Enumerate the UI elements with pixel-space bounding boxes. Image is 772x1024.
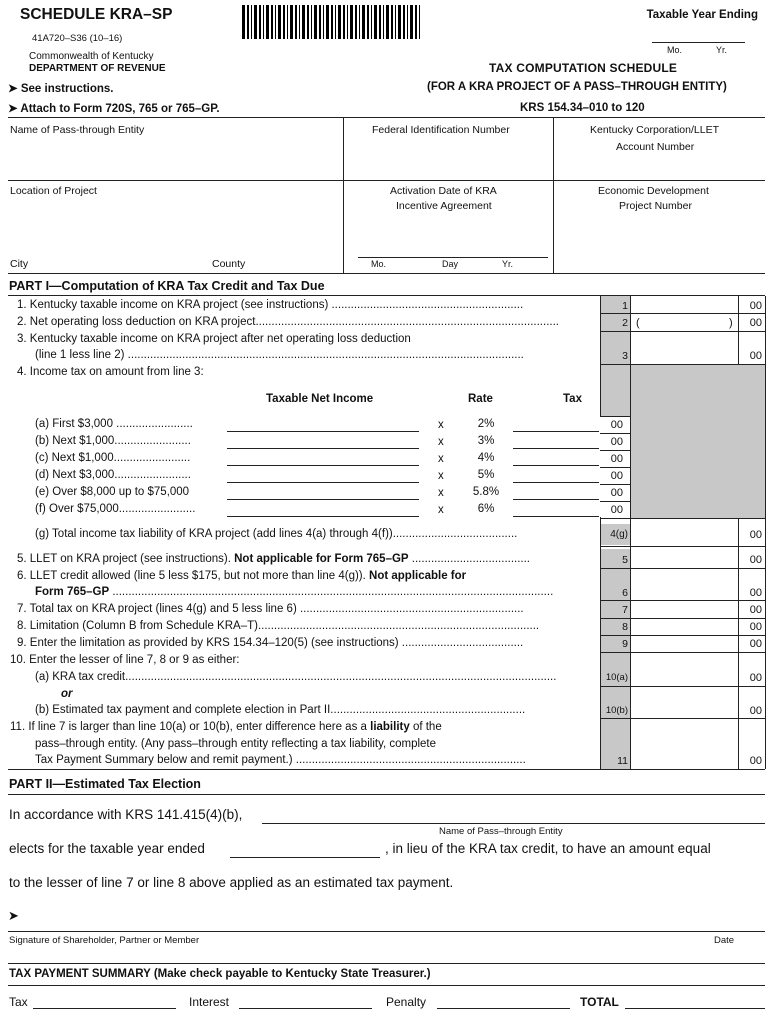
- divider: [600, 501, 630, 502]
- year-ended-line[interactable]: [230, 857, 380, 858]
- yr-label: Yr.: [502, 259, 514, 269]
- title-line3: KRS 154.34–010 to 120: [520, 102, 645, 114]
- part2-title: PART II—Estimated Tax Election: [9, 777, 201, 791]
- fein-label: Federal Identification Number: [372, 124, 510, 136]
- commonwealth-text: Commonwealth of Kentucky: [29, 51, 154, 62]
- line10-or: or: [61, 688, 73, 700]
- box-number: 2: [622, 317, 628, 329]
- elects-text: elects for the taxable year ended: [9, 841, 205, 856]
- bracket-label: (d) Next $3,000........................: [35, 469, 191, 481]
- divider: [343, 118, 344, 273]
- col-taxable-net-income: Taxable Net Income: [266, 393, 374, 405]
- econ-label-1: Economic Development: [598, 185, 709, 197]
- city-label: City: [10, 258, 29, 270]
- divider: [600, 718, 765, 719]
- cents-value: 00: [749, 705, 762, 717]
- line7-text: 7. Total tax on KRA project (lines 4(g) and 5 less line 6) ......................................................................: [17, 603, 524, 615]
- paren-open: (: [636, 317, 640, 329]
- divider: [600, 364, 765, 365]
- barcode-icon: [242, 5, 424, 39]
- bracket-tax-input[interactable]: [513, 431, 599, 432]
- yr-label: Yr.: [716, 45, 728, 55]
- bracket-label: (a) First $3,000 ........................: [35, 418, 193, 430]
- rate-value: 4%: [477, 452, 495, 464]
- lieu-text: , in lieu of the KRA tax credit, to have an amount equal: [385, 841, 711, 856]
- rate-value: 6%: [477, 503, 495, 515]
- activation-label-1: Activation Date of KRA: [390, 185, 497, 197]
- box-number: 6: [622, 587, 628, 599]
- gray-block-line4: [630, 364, 765, 518]
- times-sign: x: [438, 419, 444, 431]
- rate-value: 3%: [477, 435, 495, 447]
- box-number: 9: [622, 638, 628, 650]
- bracket-label: (c) Next $1,000........................: [35, 452, 191, 464]
- cents-value: 00: [749, 604, 762, 616]
- line11-text-bold: liability: [370, 721, 410, 733]
- title-line1: TAX COMPUTATION SCHEDULE: [489, 61, 678, 75]
- part1-title: PART I—Computation of KRA Tax Credit and Tax Due: [9, 279, 325, 293]
- line6-text-bold2: Form 765–GP: [35, 586, 110, 598]
- box-number: 7: [622, 604, 628, 616]
- line11-text-c: of the: [409, 721, 442, 733]
- cents-value: 00: [749, 300, 762, 312]
- taxable-income-input[interactable]: [227, 499, 419, 500]
- total-input-line[interactable]: [625, 1008, 765, 1009]
- cents-value: 00: [749, 672, 762, 684]
- divider: [8, 117, 765, 118]
- cents-value: 00: [749, 621, 762, 633]
- taxable-income-input[interactable]: [227, 431, 419, 432]
- line5-text-a: 5. LLET on KRA project (see instructions).: [17, 553, 235, 565]
- penalty-input-line[interactable]: [437, 1008, 570, 1009]
- entity-name-caption: Name of Pass–through Entity: [439, 826, 563, 837]
- line11-text-a: 11. If line 7 is larger than line 10(a) or 10(b), enter difference here as a: [10, 721, 371, 733]
- taxable-income-input[interactable]: [227, 482, 419, 483]
- divider: [8, 180, 765, 181]
- line2-amount-input[interactable]: [640, 314, 728, 330]
- cents-value: 00: [610, 436, 623, 448]
- col-tax: Tax: [563, 393, 582, 405]
- box-number: 5: [622, 554, 628, 566]
- line5-text: [17, 553, 597, 565]
- accordance-text: In accordance with KRS 141.415(4)(b),: [9, 807, 243, 822]
- total-label: TOTAL: [580, 995, 619, 1009]
- taxable-year-ending-label: Taxable Year Ending: [646, 9, 758, 21]
- times-sign: x: [438, 487, 444, 499]
- penalty-label: Penalty: [386, 995, 427, 1009]
- cents-value: 00: [749, 317, 762, 329]
- signature-caption: Signature of Shareholder, Partner or Member: [9, 935, 200, 946]
- cents-value: 00: [610, 453, 623, 465]
- department-text: DEPARTMENT OF REVENUE: [29, 63, 166, 74]
- arrow-right-icon: ➤: [8, 908, 19, 923]
- cents-value: 00: [610, 470, 623, 482]
- line10a-text: (a) KRA tax credit.......................................................................................................................................: [35, 671, 557, 683]
- line4-text: 4. Income tax on amount from line 3:: [17, 366, 204, 378]
- times-sign: x: [438, 504, 444, 516]
- box-number: 11: [617, 755, 628, 767]
- cents-value: 00: [749, 638, 762, 650]
- date-caption: Date: [714, 935, 735, 946]
- tax-input-line[interactable]: [33, 1008, 176, 1009]
- line10b-text: (b) Estimated tax payment and complete election in Part II.............................................................: [35, 704, 526, 716]
- divider: [600, 518, 765, 519]
- line5-text-bold: Not applicable for Form 765–GP: [234, 553, 409, 565]
- line6-text-d: ..........................................................................................................................................: [109, 586, 554, 598]
- bracket-tax-input[interactable]: [513, 482, 599, 483]
- cents-value: 00: [749, 587, 762, 599]
- interest-label: Interest: [189, 995, 230, 1009]
- divider: [600, 635, 765, 636]
- line3-text-cont: (line 1 less line 2) ............................................................................................................................: [35, 349, 524, 361]
- divider: [600, 652, 765, 653]
- attach-text: Attach to Form 720S, 765 or 765–GP.: [20, 103, 220, 115]
- paren-close: ): [729, 317, 733, 329]
- divider: [8, 295, 765, 296]
- times-sign: x: [438, 436, 444, 448]
- times-sign: x: [438, 470, 444, 482]
- divider: [765, 296, 766, 769]
- divider: [600, 568, 765, 569]
- cents-value: 00: [749, 755, 762, 767]
- line11-text-cont2: Tax Payment Summary below and remit payment.) ........................................................................: [35, 754, 526, 766]
- box-number: 10(a): [605, 672, 628, 683]
- line3-amount-input[interactable]: [631, 332, 737, 363]
- divider: [600, 467, 630, 468]
- bracket-label: (b) Next $1,000........................: [35, 435, 191, 447]
- divider: [8, 769, 765, 770]
- bracket-tax-input[interactable]: [513, 516, 599, 517]
- rate-value: 5.8%: [472, 486, 500, 498]
- line8-text: 8. Limitation (Column B from Schedule KRA–T)........................................................................................: [17, 620, 540, 632]
- title-line2: (FOR A KRA PROJECT OF A PASS–THROUGH ENTITY): [427, 81, 727, 93]
- line11-text: [10, 721, 442, 733]
- cents-value: 00: [749, 529, 762, 541]
- activation-label-2: Incentive Agreement: [396, 200, 492, 212]
- mo-label: Mo.: [371, 259, 387, 269]
- cents-value: 00: [749, 350, 762, 362]
- bracket-tax-input[interactable]: [513, 465, 599, 466]
- bracket-tax-input[interactable]: [513, 448, 599, 449]
- divider: [600, 600, 765, 601]
- county-label: County: [212, 258, 246, 270]
- taxable-income-input[interactable]: [227, 448, 419, 449]
- line6-text-a: 6. LLET credit allowed (line 5 less $175, but not more than line 4(g)).: [17, 570, 370, 582]
- line2-text: 2. Net operating loss deduction on KRA project...............................................................................................: [17, 316, 559, 328]
- divider: [8, 273, 765, 274]
- box-number: 10(b): [605, 705, 628, 716]
- see-instructions-text: See instructions.: [20, 83, 114, 95]
- cents-value: 00: [610, 504, 623, 516]
- times-sign: x: [438, 453, 444, 465]
- ky-corp-label-1: Kentucky Corporation/LLET: [590, 124, 719, 136]
- econ-label-2: Project Number: [619, 200, 692, 212]
- cents-value: 00: [610, 487, 623, 499]
- lesser-text: to the lesser of line 7 or line 8 above applied as an estimated tax payment.: [9, 875, 454, 890]
- divider: [630, 416, 631, 518]
- divider: [8, 985, 765, 986]
- divider: [600, 484, 630, 485]
- signature-line[interactable]: [8, 931, 765, 932]
- box-number: 1: [622, 300, 628, 312]
- bracket-label: (f) Over $75,000........................: [35, 503, 196, 515]
- divider: [8, 963, 765, 964]
- name-entity-label: Name of Pass-through Entity: [10, 124, 145, 136]
- divider: [630, 296, 631, 769]
- divider: [600, 686, 765, 687]
- tax-label: Tax: [9, 995, 28, 1009]
- gray-block-line4: [600, 364, 630, 416]
- line6-text: [17, 570, 466, 582]
- see-instructions: [8, 81, 114, 95]
- rate-value: 5%: [477, 469, 495, 481]
- arrow-right-icon: ➤: [8, 83, 21, 95]
- line10-text: 10. Enter the lesser of line 7, 8 or 9 as either:: [10, 654, 240, 666]
- taxable-income-input[interactable]: [227, 516, 419, 517]
- divider: [600, 618, 765, 619]
- bracket-label: (e) Over $8,000 up to $75,000: [35, 486, 190, 498]
- interest-input-line[interactable]: [239, 1008, 372, 1009]
- day-label: Day: [442, 259, 459, 269]
- divider: [600, 546, 765, 547]
- summary-title: TAX PAYMENT SUMMARY (Make check payable to Kentucky State Treasurer.): [9, 968, 431, 980]
- rate-value: 2%: [477, 418, 495, 430]
- line4g-text: (g) Total income tax liability of KRA project (add lines 4(a) through 4(f)).......................................: [35, 528, 518, 540]
- divider: [8, 794, 765, 795]
- box-number: 4(g): [610, 529, 628, 540]
- line6-text-bold: Not applicable for: [369, 570, 467, 582]
- cents-value: 00: [749, 554, 762, 566]
- divider: [600, 450, 630, 451]
- line6-text-cont: [35, 586, 593, 598]
- gray-box-column: [600, 549, 630, 769]
- location-label: Location of Project: [10, 185, 97, 197]
- box-number: 8: [622, 621, 628, 633]
- line5-text-c: .....................................: [408, 553, 531, 565]
- schedule-title: SCHEDULE KRA–SP: [20, 6, 173, 23]
- cents-value: 00: [610, 419, 623, 431]
- taxable-income-input[interactable]: [227, 465, 419, 466]
- divider: [600, 433, 630, 434]
- bracket-tax-input[interactable]: [513, 499, 599, 500]
- line1-amount-input[interactable]: [631, 297, 737, 312]
- line1-text: 1. Kentucky taxable income on KRA project (see instructions) ............................................................: [17, 299, 524, 311]
- mo-label: Mo.: [667, 45, 683, 55]
- taxable-year-line[interactable]: [652, 42, 745, 43]
- arrow-right-icon: ➤: [8, 103, 21, 115]
- attach-note: [8, 101, 220, 115]
- entity-name-line[interactable]: [262, 823, 765, 824]
- divider: [553, 118, 554, 273]
- line11-text-cont: pass–through entity. (Any pass–through entity reflecting a tax liability, complete: [35, 738, 437, 750]
- line3-text: 3. Kentucky taxable income on KRA project after net operating loss deduction: [17, 333, 411, 345]
- activation-date-line[interactable]: [358, 257, 548, 258]
- line9-text: 9. Enter the limitation as provided by KRS 154.34–120(5) (see instructions) ......................................: [17, 637, 524, 649]
- box-number: 3: [622, 350, 628, 362]
- col-rate: Rate: [468, 393, 493, 405]
- form-code: 41A720–S36 (10–16): [32, 33, 123, 44]
- ky-corp-label-2: Account Number: [616, 141, 695, 153]
